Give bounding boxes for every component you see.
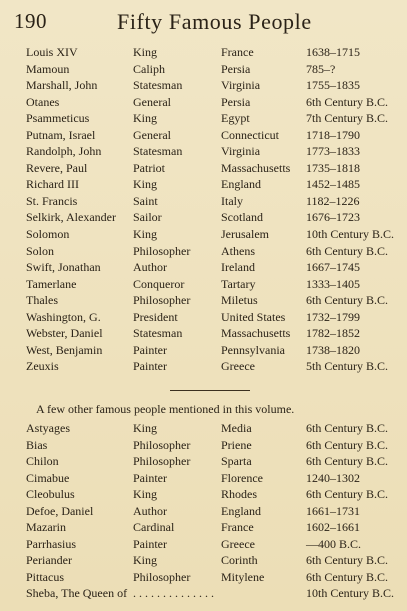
date-cell: 1667–1745 <box>306 260 360 275</box>
place-cell: Virginia <box>221 144 261 159</box>
place-cell: Persia <box>221 61 251 76</box>
title-cell: Philosopher <box>133 437 191 452</box>
others-intro: A few other famous people mentioned in this volume. <box>36 402 295 416</box>
title-cell: Philosopher <box>133 454 191 469</box>
name-cell: Selkirk, Alexander <box>26 210 116 225</box>
name-cell: Solon <box>26 243 55 258</box>
place-cell: Corinth <box>221 553 258 568</box>
table-row <box>0 243 407 260</box>
table-row <box>0 94 407 111</box>
name-cell: Swift, Jonathan <box>26 260 101 275</box>
title-cell: King <box>133 45 157 59</box>
name-cell: Sheba, The Queen of <box>26 586 128 601</box>
place-cell: Massachusetts <box>221 160 291 175</box>
place-cell: Connecticut <box>221 127 279 142</box>
title-cell: Author <box>133 260 167 275</box>
table-row <box>0 358 407 375</box>
name-cell: Mamoun <box>26 61 70 76</box>
title-cell: Statesman <box>133 78 183 93</box>
place-cell: Media <box>221 421 252 435</box>
date-cell: 1602–1661 <box>306 520 360 535</box>
place-cell: Miletus <box>221 293 258 308</box>
place-cell: Massachusetts <box>221 326 291 341</box>
title-cell: President <box>133 309 178 324</box>
name-cell: Revere, Paul <box>26 160 88 175</box>
date-cell: 1735–1818 <box>306 160 360 175</box>
title-cell: General <box>133 94 171 109</box>
title-cell: Saint <box>133 193 158 208</box>
title-cell: King <box>133 227 157 242</box>
name-cell: Mazarin <box>26 520 66 535</box>
date-cell: 1661–1731 <box>306 503 360 518</box>
date-cell: 1738–1820 <box>306 342 360 357</box>
table-row <box>0 44 407 61</box>
title-cell: Patriot <box>133 160 165 175</box>
name-cell: West, Benjamin <box>26 342 103 357</box>
place-cell: Athens <box>221 243 255 258</box>
name-cell: Pittacus <box>26 569 64 584</box>
table-row <box>0 503 407 520</box>
table-row <box>0 519 407 536</box>
table-row <box>0 536 407 553</box>
name-cell: Webster, Daniel <box>26 326 103 341</box>
title-cell: Statesman <box>133 326 183 341</box>
table-row <box>0 209 407 226</box>
date-cell: 1718–1790 <box>306 127 360 142</box>
name-cell: Solomon <box>26 227 70 242</box>
name-cell: Richard III <box>26 177 79 192</box>
title-cell: Philosopher <box>133 243 191 258</box>
date-cell: 785–? <box>306 61 336 76</box>
date-cell: 1676–1723 <box>306 210 360 225</box>
date-cell: —400 B.C. <box>306 536 362 551</box>
date-cell: 6th Century B.C. <box>306 243 389 258</box>
date-cell: 7th Century B.C. <box>306 111 389 126</box>
place-cell: England <box>221 503 261 518</box>
date-cell: 6th Century B.C. <box>306 454 389 469</box>
title-cell: King <box>133 177 157 192</box>
name-cell: Washington, G. <box>26 309 101 324</box>
section-divider <box>170 390 250 391</box>
date-cell: 6th Century B.C. <box>306 553 389 568</box>
name-cell: Chilon <box>26 454 59 469</box>
place-cell: Florence <box>221 470 263 485</box>
date-cell: 1182–1226 <box>306 193 360 208</box>
title-cell: King <box>133 553 157 568</box>
table-row <box>0 437 407 454</box>
place-cell: Rhodes <box>221 487 257 502</box>
table-row <box>0 160 407 177</box>
table-row <box>0 77 407 94</box>
title-cell: Philosopher <box>133 293 191 308</box>
table-row <box>0 470 407 487</box>
title-cell: Cardinal <box>133 520 175 535</box>
name-cell: Louis XIV <box>26 45 78 59</box>
table-row <box>0 61 407 78</box>
table-row <box>0 259 407 276</box>
date-cell: 1240–1302 <box>306 470 360 485</box>
date-cell: 10th Century B.C. <box>306 586 395 601</box>
table-row <box>0 342 407 359</box>
place-cell: Italy <box>221 193 243 208</box>
name-cell: Randolph, John <box>26 144 102 159</box>
place-cell: Priene <box>221 437 252 452</box>
date-cell: 6th Century B.C. <box>306 487 389 502</box>
table-row <box>0 176 407 193</box>
page-header <box>0 9 407 37</box>
place-cell: Persia <box>221 94 251 109</box>
table-row <box>0 325 407 342</box>
name-cell: Tamerlane <box>26 276 77 291</box>
place-cell: Scotland <box>221 210 263 225</box>
date-cell: 1782–1852 <box>306 326 360 341</box>
date-cell: 1755–1835 <box>306 78 360 93</box>
table-row <box>0 420 407 437</box>
place-cell: Sparta <box>221 454 252 469</box>
table-row <box>0 569 407 586</box>
title-cell: . . . . . . . . . . . . . . <box>133 586 214 601</box>
place-cell: Ireland <box>221 260 255 275</box>
title-cell: King <box>133 421 157 435</box>
date-cell: 1333–1405 <box>306 276 360 291</box>
others-table <box>0 420 407 602</box>
date-cell: 6th Century B.C. <box>306 94 389 109</box>
name-cell: Putnam, Israel <box>26 127 96 142</box>
table-row <box>0 143 407 160</box>
date-cell: 10th Century B.C. <box>306 227 395 242</box>
title-cell: General <box>133 127 171 142</box>
place-cell: Mitylene <box>221 569 265 584</box>
name-cell: Thales <box>26 293 58 308</box>
name-cell: Psammeticus <box>26 111 90 126</box>
place-cell: United States <box>221 309 286 324</box>
name-cell: Otanes <box>26 94 60 109</box>
table-row <box>0 276 407 293</box>
date-cell: 6th Century B.C. <box>306 569 389 584</box>
title-cell: Statesman <box>133 144 183 159</box>
title-cell: King <box>133 111 157 126</box>
title-cell: Author <box>133 503 167 518</box>
table-row <box>0 292 407 309</box>
place-cell: Greece <box>221 359 255 374</box>
title-cell: Painter <box>133 470 167 485</box>
place-cell: Jerusalem <box>221 227 269 242</box>
title-cell: Painter <box>133 342 167 357</box>
name-cell: St. Francis <box>26 193 78 208</box>
place-cell: Pennsylvania <box>221 342 285 357</box>
place-cell: Greece <box>221 536 255 551</box>
date-cell: 5th Century B.C. <box>306 359 389 374</box>
title-cell: Painter <box>133 359 167 374</box>
table-row <box>0 226 407 243</box>
name-cell: Zeuxis <box>26 359 59 374</box>
page-title: Fifty Famous People <box>117 9 312 34</box>
table-row <box>0 110 407 127</box>
date-cell: 1638–1715 <box>306 45 360 59</box>
place-cell: Tartary <box>221 276 256 291</box>
name-cell: Astyages <box>26 421 70 435</box>
place-cell: England <box>221 177 261 192</box>
date-cell: 1452–1485 <box>306 177 360 192</box>
title-cell: King <box>133 487 157 502</box>
date-cell: 6th Century B.C. <box>306 293 389 308</box>
table-row <box>0 309 407 326</box>
name-cell: Periander <box>26 553 72 568</box>
date-cell: 6th Century B.C. <box>306 421 389 435</box>
name-cell: Parrhasius <box>26 536 76 551</box>
place-cell: France <box>221 520 254 535</box>
place-cell: France <box>221 45 254 59</box>
name-cell: Marshall, John <box>26 78 98 93</box>
page-number: 190 <box>14 9 47 33</box>
date-cell: 1732–1799 <box>306 309 360 324</box>
title-cell: Sailor <box>133 210 162 225</box>
table-row <box>0 585 407 602</box>
title-cell: Painter <box>133 536 167 551</box>
title-cell: Philosopher <box>133 569 191 584</box>
name-cell: Bias <box>26 437 48 452</box>
name-cell: Defoe, Daniel <box>26 503 94 518</box>
place-cell: Egypt <box>221 111 250 126</box>
title-cell: Conqueror <box>133 276 185 291</box>
name-cell: Cimabue <box>26 470 70 485</box>
people-table <box>0 44 407 375</box>
place-cell: Virginia <box>221 78 261 93</box>
table-row <box>0 486 407 503</box>
table-row <box>0 127 407 144</box>
title-cell: Caliph <box>133 61 165 76</box>
date-cell: 6th Century B.C. <box>306 437 389 452</box>
date-cell: 1773–1833 <box>306 144 360 159</box>
table-row <box>0 552 407 569</box>
table-row <box>0 453 407 470</box>
name-cell: Cleobulus <box>26 487 75 502</box>
table-row <box>0 193 407 210</box>
